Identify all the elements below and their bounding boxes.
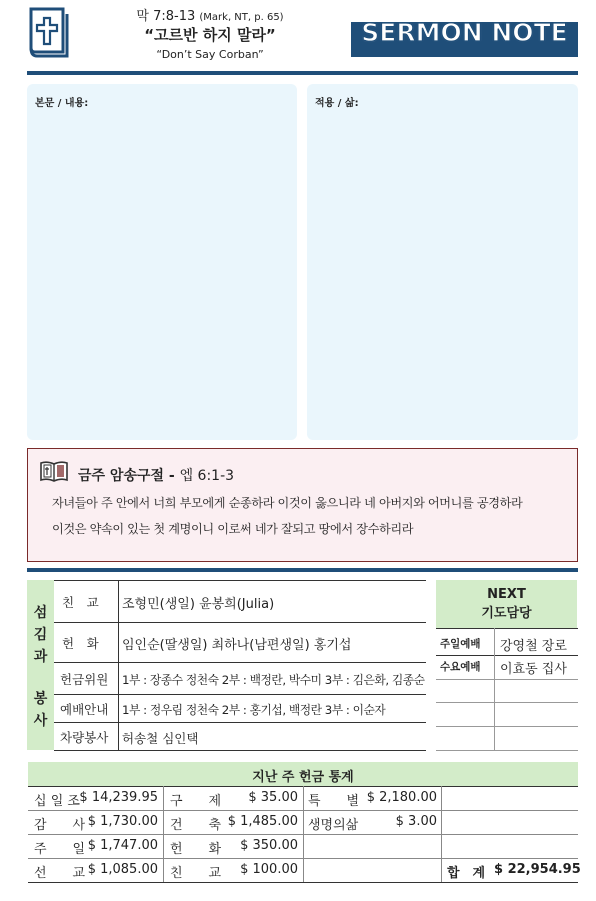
offering-label: 건 축 bbox=[170, 818, 222, 833]
memory-verse-ref: 엡 6:1-3 bbox=[179, 468, 235, 484]
service-label-fellowship: 친 교 bbox=[62, 595, 99, 610]
table-line bbox=[436, 750, 578, 751]
offering-label: 생명의삶 bbox=[308, 818, 359, 833]
service-label-flowers: 헌 화 bbox=[62, 636, 99, 651]
service-value-transport: 허송철 심인택 bbox=[122, 731, 199, 746]
header-divider bbox=[27, 71, 578, 75]
reference-note: (Mark, NT, p. 65) bbox=[199, 12, 284, 23]
sermon-subtitle: “Don’t Say Corban” bbox=[156, 48, 264, 61]
content-notes-area[interactable] bbox=[27, 84, 297, 440]
offering-amount: $ 1,747.00 bbox=[87, 838, 158, 853]
service-value-offering-team: 1부 : 장종수 정천숙 2부 : 백정란, 박수미 3부 : 김은화, 김종순 bbox=[122, 673, 425, 687]
prayer-value-wednesday: 이효동 집사 bbox=[500, 662, 567, 677]
table-line bbox=[436, 702, 578, 703]
table-line bbox=[54, 694, 426, 695]
offering-amount: $ 100.00 bbox=[240, 862, 298, 877]
offering-total-amount: $ 22,954.95 bbox=[494, 862, 581, 877]
open-bible-icon bbox=[39, 459, 69, 483]
table-line bbox=[54, 722, 426, 723]
side-char: 사 bbox=[33, 713, 48, 729]
table-line bbox=[118, 580, 119, 750]
offering-label: 특 별 bbox=[308, 794, 360, 809]
offering-label: 십 일 조 bbox=[34, 794, 80, 809]
table-line bbox=[303, 786, 304, 882]
service-side-label bbox=[27, 580, 54, 750]
side-char: 봉 bbox=[33, 691, 48, 707]
offering-amount: $ 35.00 bbox=[248, 790, 298, 805]
side-char: 과 bbox=[33, 649, 48, 665]
offering-amount: $ 1,730.00 bbox=[87, 814, 158, 829]
offering-amount: $ 1,485.00 bbox=[227, 814, 298, 829]
table-line bbox=[163, 786, 164, 882]
offering-amount: $ 350.00 bbox=[240, 838, 298, 853]
offering-label: 주 일 bbox=[34, 842, 86, 857]
service-label-ushers: 예배안내 bbox=[60, 702, 109, 717]
application-notes-label: 적용 / 삶: bbox=[315, 98, 359, 109]
offering-amount: $ 14,239.95 bbox=[79, 790, 158, 805]
memory-verse-title: 금주 암송구절 - 엡 6:1-3 bbox=[78, 468, 235, 484]
service-value-fellowship: 조형민(생일) 윤봉희(Julia) bbox=[122, 597, 275, 612]
service-label-offering-team: 헌금위원 bbox=[60, 672, 109, 687]
sermon-note-label: SERMON NOTE bbox=[361, 18, 568, 47]
offering-amount: $ 3.00 bbox=[395, 814, 437, 829]
application-notes-area[interactable] bbox=[307, 84, 578, 440]
service-value-flowers: 임인순(딸생일) 최하나(남편생일) 홍기섭 bbox=[122, 638, 352, 653]
service-label-transport: 차량봉사 bbox=[60, 730, 109, 745]
service-value-ushers: 1부 : 정우림 정천숙 2부 : 홍기섭, 백정란 3부 : 이순자 bbox=[122, 703, 386, 717]
offering-label: 선 교 bbox=[34, 866, 86, 881]
offering-total-label: 합 계 bbox=[447, 866, 486, 881]
table-line bbox=[436, 628, 578, 629]
next-prayer-title: NEXT 기도담당 bbox=[481, 587, 532, 621]
table-line bbox=[54, 580, 426, 581]
prayer-label-wednesday: 수요예배 bbox=[440, 661, 481, 673]
bible-icon bbox=[27, 6, 71, 60]
table-line bbox=[436, 726, 578, 727]
table-line bbox=[441, 786, 442, 882]
offering-label: 헌 화 bbox=[170, 842, 222, 857]
memory-verse-line-1: 자녀들아 주 안에서 너희 부모에게 순종하라 이것이 옳으니라 네 아버지와 어머니를 공경하라 bbox=[52, 496, 523, 510]
section-divider bbox=[27, 568, 578, 572]
sermon-title: “고르반 하지 말라” bbox=[144, 26, 276, 44]
prayer-label-sunday: 주일예배 bbox=[440, 638, 481, 650]
content-notes-label: 본문 / 내용: bbox=[35, 98, 89, 109]
offering-label: 구 제 bbox=[170, 794, 222, 809]
table-line bbox=[28, 882, 578, 883]
table-line bbox=[436, 655, 578, 656]
side-char: 섬 bbox=[33, 605, 48, 621]
table-line bbox=[494, 628, 495, 750]
table-line bbox=[436, 679, 578, 680]
table-line bbox=[54, 750, 426, 751]
scripture-reference: 막 7:8-13 (Mark, NT, p. 65) bbox=[136, 9, 284, 24]
memory-verse-line-2: 이것은 약속이 있는 첫 계명이니 이로써 네가 잘되고 땅에서 장수하리라 bbox=[52, 522, 414, 536]
offering-amount: $ 2,180.00 bbox=[366, 790, 437, 805]
table-line bbox=[54, 622, 426, 623]
offering-label: 친 교 bbox=[170, 866, 222, 881]
prayer-value-sunday: 강영철 장로 bbox=[500, 639, 567, 654]
offering-title: 지난 주 헌금 통계 bbox=[252, 770, 354, 785]
offering-label: 감 사 bbox=[34, 818, 86, 833]
side-char: 김 bbox=[33, 627, 48, 643]
offering-amount: $ 1,085.00 bbox=[87, 862, 158, 877]
table-line bbox=[54, 662, 426, 663]
